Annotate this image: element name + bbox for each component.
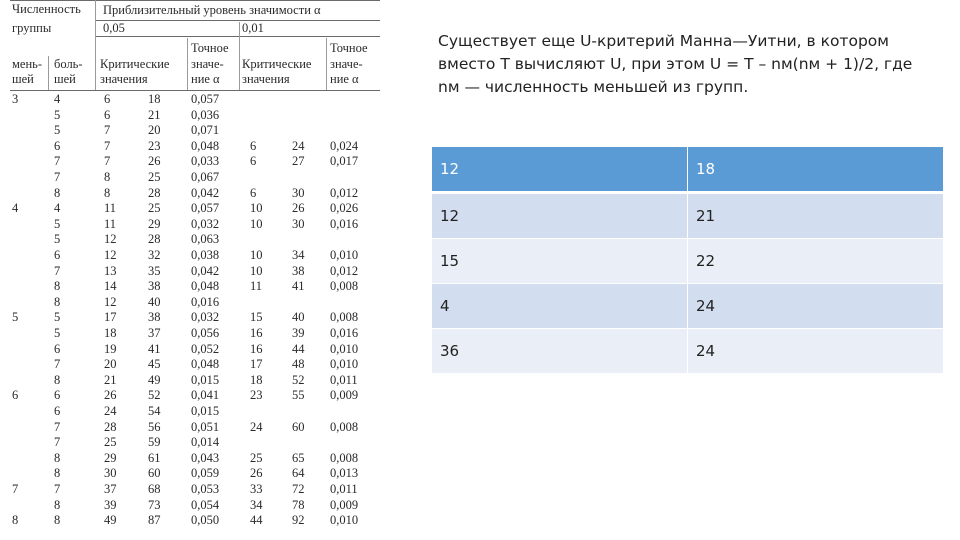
table-cell: 0,009 <box>330 388 359 403</box>
table-cell: 0,059 <box>191 466 220 481</box>
table-cell: 87 <box>148 513 161 528</box>
table-cell: 28 <box>148 232 161 247</box>
header-size-2: группы <box>12 21 52 35</box>
table-cell: 48 <box>292 357 305 372</box>
table-cell: 0,048 <box>191 279 220 294</box>
header-crit-01-1: Критические <box>242 57 312 71</box>
table-cell: 7 <box>54 435 61 450</box>
table-cell: 10 <box>250 201 263 216</box>
table-cell: 0,032 <box>191 310 220 325</box>
table-cell: 4 <box>12 201 19 216</box>
table-cell: 0,008 <box>330 310 359 325</box>
table-cell: 8 <box>54 497 61 512</box>
table-cell: 17 <box>104 310 117 325</box>
table-cell: 44 <box>292 341 305 356</box>
table-cell: 35 <box>148 263 161 278</box>
table-cell: 0,009 <box>330 497 359 512</box>
table-cell: 37 <box>148 326 161 340</box>
table-cell: 4 <box>54 201 61 216</box>
alpha-title-rule <box>96 20 380 21</box>
table-cell: 5 <box>54 123 61 138</box>
table-cell: 29 <box>104 450 117 465</box>
table-cell: 24 <box>250 419 263 434</box>
table-cell: 0,052 <box>191 341 220 356</box>
table-cell: 34 <box>250 497 263 512</box>
table-cell: 26 <box>292 201 305 216</box>
table-cell: 39 <box>292 326 305 340</box>
table-cell: 12 <box>104 248 117 262</box>
table-cell: 65 <box>292 450 305 465</box>
header-crit-05-2: значения <box>100 72 148 86</box>
table-cell: 21 <box>688 193 944 239</box>
header-crit-05-1: Критические <box>100 57 170 71</box>
table-cell: 15 <box>432 239 688 284</box>
table-cell: 38 <box>148 279 161 294</box>
table-cell: 6 <box>54 248 61 262</box>
table-cell: 21 <box>104 372 117 387</box>
table-cell: 55 <box>292 388 305 403</box>
table-cell: 68 <box>148 482 161 496</box>
table-cell: 24 <box>688 284 944 329</box>
table-cell: 0,041 <box>191 388 220 403</box>
table-cell: 11 <box>104 216 117 231</box>
table-cell: 7 <box>54 263 61 278</box>
table-cell: 12 <box>104 294 117 309</box>
table-cell: 0,013 <box>330 466 359 481</box>
table-cell: 6 <box>250 138 257 153</box>
table-cell: 0,017 <box>330 154 359 169</box>
table-cell: 23 <box>148 138 161 153</box>
table-cell: 0,053 <box>191 482 220 496</box>
table-cell: 24 <box>104 404 117 418</box>
table-cell: 22 <box>688 239 944 284</box>
table-cell: 21 <box>148 107 161 122</box>
header-exact-05-3: ние α <box>191 72 220 86</box>
table-cell: 16 <box>250 341 263 356</box>
table-cell: 19 <box>104 341 117 356</box>
table-cell: 8 <box>104 185 111 200</box>
table-cell: 16 <box>250 326 263 340</box>
table-cell: 8 <box>104 170 111 184</box>
table-cell: 0,012 <box>330 185 359 200</box>
table-cell: 6 <box>54 138 61 153</box>
table-cell: 0,071 <box>191 123 220 138</box>
table-cell: 0,010 <box>330 513 359 528</box>
table-cell: 6 <box>250 185 257 200</box>
table-cell: 0,014 <box>191 435 220 450</box>
table-cell: 0,015 <box>191 372 220 387</box>
table-cell: 20 <box>148 123 161 138</box>
table-cell: 41 <box>148 341 161 356</box>
table-cell: 44 <box>250 513 263 528</box>
table-cell: 0,063 <box>191 232 220 247</box>
header-alpha-title: Приблизительный уровень значимости α <box>103 3 321 17</box>
table-cell: 0,057 <box>191 201 220 216</box>
table-cell: 0,026 <box>330 201 359 216</box>
table-cell: 34 <box>292 248 305 262</box>
table-cell: 8 <box>12 513 19 528</box>
table-row <box>432 329 944 374</box>
header-divider-1 <box>95 0 96 90</box>
table-cell: 6 <box>54 404 61 418</box>
table-cell: 0,008 <box>330 279 359 294</box>
table-cell: 11 <box>104 201 117 216</box>
table-cell: 59 <box>148 435 161 450</box>
table-cell: 17 <box>250 357 263 372</box>
table-cell: 4 <box>54 92 61 106</box>
header-crit-01-2: значения <box>242 72 290 86</box>
critical-values-table <box>10 0 382 540</box>
table-cell: 37 <box>104 482 117 496</box>
table-cell: 14 <box>104 279 117 294</box>
table-cell: 36 <box>432 329 688 374</box>
header-alpha-05: 0,05 <box>103 21 125 35</box>
table-cell: 8 <box>54 466 61 481</box>
table-cell: 0,033 <box>191 154 220 169</box>
header-size-1: Численность <box>12 2 81 16</box>
table-cell: 0,042 <box>191 185 220 200</box>
table-cell: 6 <box>104 92 111 106</box>
table-cell: 73 <box>148 497 161 512</box>
table-cell: 0,015 <box>191 404 220 418</box>
table-cell: 56 <box>148 419 161 434</box>
table-cell: 7 <box>54 482 61 496</box>
table-cell: 29 <box>148 216 161 231</box>
table-cell: 0,056 <box>191 326 220 340</box>
table-cell: 0,010 <box>330 357 359 372</box>
table-cell: 8 <box>54 294 61 309</box>
table-cell: 18 <box>148 92 161 106</box>
table-cell: 5 <box>12 310 19 325</box>
table-cell: 7 <box>54 419 61 434</box>
table-cell: 24 <box>688 329 944 374</box>
table-cell: 28 <box>148 185 161 200</box>
table-cell: 8 <box>54 279 61 294</box>
table-cell: 52 <box>292 372 305 387</box>
table-cell: 11 <box>250 279 263 294</box>
table-cell: 0,038 <box>191 248 220 262</box>
table-cell: 0,012 <box>330 263 359 278</box>
table-cell: 8 <box>54 513 61 528</box>
header-exact-05-1: Точное <box>191 41 229 55</box>
u-criterion-note: Существует еще U-критерий Манна—Уитни, в котором вместо Т вычисляют U, при этом U = T – nм(nм + 1)/2, где nм — численность меньшей из групп. <box>438 32 913 96</box>
table-cell: 61 <box>148 450 161 465</box>
table-cell: 0,010 <box>330 341 359 356</box>
header-exact-01-3: ние α <box>330 72 359 86</box>
table-cell: 0,010 <box>330 248 359 262</box>
table-cell: 25 <box>148 201 161 216</box>
table-cell: 38 <box>292 263 305 278</box>
table-cell: 7 <box>54 357 61 372</box>
table-cell: 24 <box>292 138 305 153</box>
table-cell: 5 <box>54 326 61 340</box>
table-cell: 12 <box>432 147 688 193</box>
header-exact-05-2: значе- <box>191 57 224 71</box>
table-row <box>432 147 944 193</box>
header-smaller-2: шей <box>12 72 34 86</box>
header-exact-01-1: Точное <box>330 41 368 55</box>
table-cell: 0,048 <box>191 138 220 153</box>
table-cell: 25 <box>250 450 263 465</box>
table-cell: 92 <box>292 513 305 528</box>
table-cell: 64 <box>292 466 305 481</box>
table-cell: 20 <box>104 357 117 372</box>
table-cell: 25 <box>104 435 117 450</box>
table-cell: 4 <box>432 284 688 329</box>
sample-values-table <box>431 146 944 374</box>
table-cell: 8 <box>54 450 61 465</box>
table-cell: 7 <box>104 123 111 138</box>
table-cell: 7 <box>104 154 111 169</box>
table-cell: 28 <box>104 419 117 434</box>
table-cell: 0,024 <box>330 138 359 153</box>
table-cell: 40 <box>292 310 305 325</box>
table-cell: 6 <box>54 388 61 403</box>
table-cell: 0,008 <box>330 419 359 434</box>
table-cell: 12 <box>432 193 688 239</box>
table-cell: 49 <box>104 513 117 528</box>
table-cell: 0,050 <box>191 513 220 528</box>
table-cell: 6 <box>12 388 19 403</box>
table-cell: 0,067 <box>191 170 220 184</box>
table-cell: 0,016 <box>330 216 359 231</box>
header-larger-1: боль- <box>54 57 83 71</box>
table-cell: 15 <box>250 310 263 325</box>
table-cell: 26 <box>250 466 263 481</box>
table-cell: 30 <box>292 185 305 200</box>
header-divider-4 <box>326 38 327 90</box>
table-cell: 0,016 <box>191 294 220 309</box>
table-cell: 26 <box>148 154 161 169</box>
table-cell: 60 <box>148 466 161 481</box>
table-cell: 18 <box>688 147 944 193</box>
table-cell: 10 <box>250 248 263 262</box>
table-cell: 41 <box>292 279 305 294</box>
table-cell: 0,048 <box>191 357 220 372</box>
table-cell: 7 <box>54 170 61 184</box>
table-cell: 78 <box>292 497 305 512</box>
table-cell: 5 <box>54 107 61 122</box>
table-cell: 18 <box>250 372 263 387</box>
table-cell: 6 <box>54 341 61 356</box>
table-cell: 0,054 <box>191 497 220 512</box>
table-cell: 8 <box>54 185 61 200</box>
table-row <box>432 284 944 329</box>
table-cell: 39 <box>104 497 117 512</box>
table-cell: 7 <box>104 138 111 153</box>
table-cell: 27 <box>292 154 305 169</box>
table-cell: 5 <box>54 232 61 247</box>
table-cell: 32 <box>148 248 161 262</box>
table-cell: 0,008 <box>330 450 359 465</box>
table-cell: 0,051 <box>191 419 220 434</box>
table-cell: 38 <box>148 310 161 325</box>
table-cell: 25 <box>148 170 161 184</box>
table-cell: 5 <box>54 310 61 325</box>
table-cell: 7 <box>12 482 19 496</box>
table-cell: 30 <box>104 466 117 481</box>
table-cell: 0,011 <box>330 482 358 496</box>
table-top-rule <box>10 0 380 1</box>
table-cell: 18 <box>104 326 117 340</box>
table-row <box>432 239 944 284</box>
table-header-rule <box>10 90 380 91</box>
table-cell: 6 <box>104 107 111 122</box>
table-cell: 45 <box>148 357 161 372</box>
table-cell: 52 <box>148 388 161 403</box>
header-divider-3 <box>239 22 240 90</box>
table-cell: 10 <box>250 263 263 278</box>
table-cell: 0,036 <box>191 107 220 122</box>
header-exact-01-2: значе- <box>330 57 363 71</box>
table-cell: 0,016 <box>330 326 359 340</box>
table-row <box>432 193 944 239</box>
table-cell: 0,057 <box>191 92 220 106</box>
table-cell: 60 <box>292 419 305 434</box>
table-cell: 13 <box>104 263 117 278</box>
table-cell: 33 <box>250 482 263 496</box>
header-divider-2 <box>187 38 188 90</box>
table-cell: 26 <box>104 388 117 403</box>
table-cell: 23 <box>250 388 263 403</box>
table-cell: 72 <box>292 482 305 496</box>
table-cell: 54 <box>148 404 161 418</box>
table-cell: 30 <box>292 216 305 231</box>
table-cell: 49 <box>148 372 161 387</box>
header-larger-2: шей <box>54 72 76 86</box>
header-alpha-01: 0,01 <box>242 21 264 35</box>
table-cell: 6 <box>250 154 257 169</box>
table-cell: 7 <box>54 154 61 169</box>
table-cell: 10 <box>250 216 263 231</box>
table-cell: 12 <box>104 232 117 247</box>
table-cell: 5 <box>54 216 61 231</box>
header-divider-5 <box>48 56 49 90</box>
header-smaller-1: мень- <box>12 57 43 71</box>
table-cell: 0,032 <box>191 216 220 231</box>
table-cell: 3 <box>12 92 19 106</box>
table-cell: 0,043 <box>191 450 220 465</box>
table-cell: 0,011 <box>330 372 358 387</box>
table-cell: 0,042 <box>191 263 220 278</box>
table-cell: 8 <box>54 372 61 387</box>
table-cell: 40 <box>148 294 161 309</box>
alpha-level-rule <box>96 36 380 37</box>
